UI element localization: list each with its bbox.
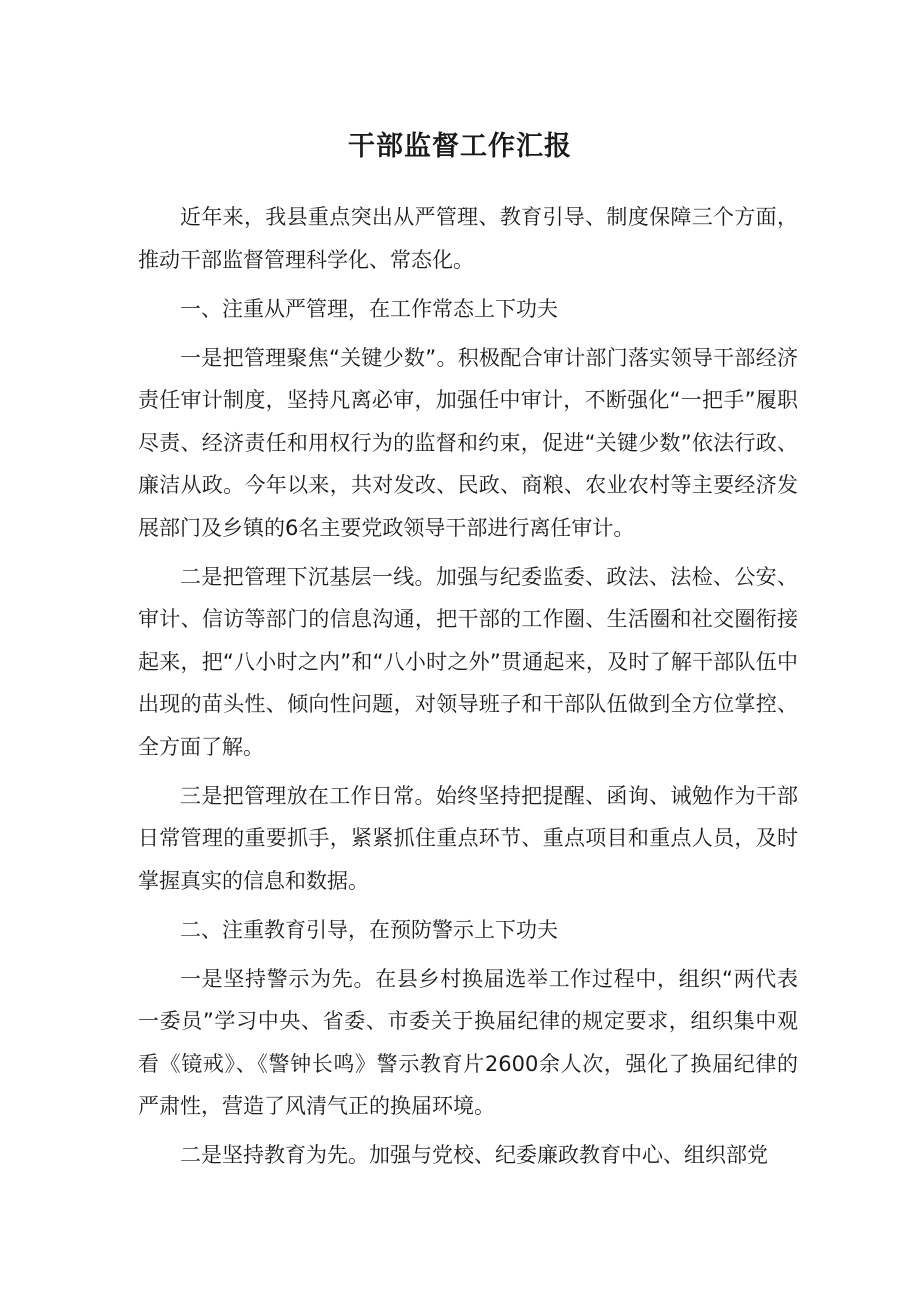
paragraph: 一是把管理聚焦“关键少数”。积极配合审计部门落实领导干部经济责任审计制度，坚持凡离必审，加强任中审计，不断强化“一把手”履职尽责、经济责任和用权行为的监督和约束，促进“关键少数”依法行政、廉洁从政。今年以来，共对发改、民政、商粮、农业农村等主要经济发展部门及乡镇的6名主要党政领导干部进行离任审计。 [138, 345, 798, 540]
paragraph: 一是坚持警示为先。在县乡村换届选举工作过程中，组织“两代表一委员”学习中央、省委、市委关于换届纪律的规定要求，组织集中观看《镜戒》、《警钟长鸣》警示教育片2600余人次，强化了换届纪律的严肃性，营造了风清气正的换届环境。 [138, 966, 798, 1118]
document-title: 干部监督工作汇报 [348, 131, 572, 162]
paragraph-intro: 近年来，我县重点突出从严管理、教育引导、制度保障三个方面，推动干部监督管理科学化、常态化。 [138, 205, 798, 272]
paragraph: 二是把管理下沉基层一线。加强与纪委监委、政法、法检、公安、审计、信访等部门的信息沟通，把干部的工作圈、生活圈和社交圈衔接起来，把“八小时之内”和“八小时之外”贯通起来，及时了解干部队伍中出现的苗头性、倾向性问题，对领导班子和干部队伍做到全方位掌控、全方面了解。 [138, 564, 798, 759]
section-heading-1: 一、注重从严管理，在工作常态上下功夫 [180, 296, 558, 321]
paragraph: 二是坚持教育为先。加强与党校、纪委廉政教育中心、组织部党 [180, 1143, 768, 1167]
section-heading-2: 二、注重教育引导，在预防警示上下功夫 [180, 917, 558, 942]
paragraph: 三是把管理放在工作日常。始终坚持把提醒、函询、诫勉作为干部日常管理的重要抓手，紧紧抓住重点环节、重点项目和重点人员，及时掌握真实的信息和数据。 [138, 783, 798, 893]
document-body [138, 196, 798, 1183]
